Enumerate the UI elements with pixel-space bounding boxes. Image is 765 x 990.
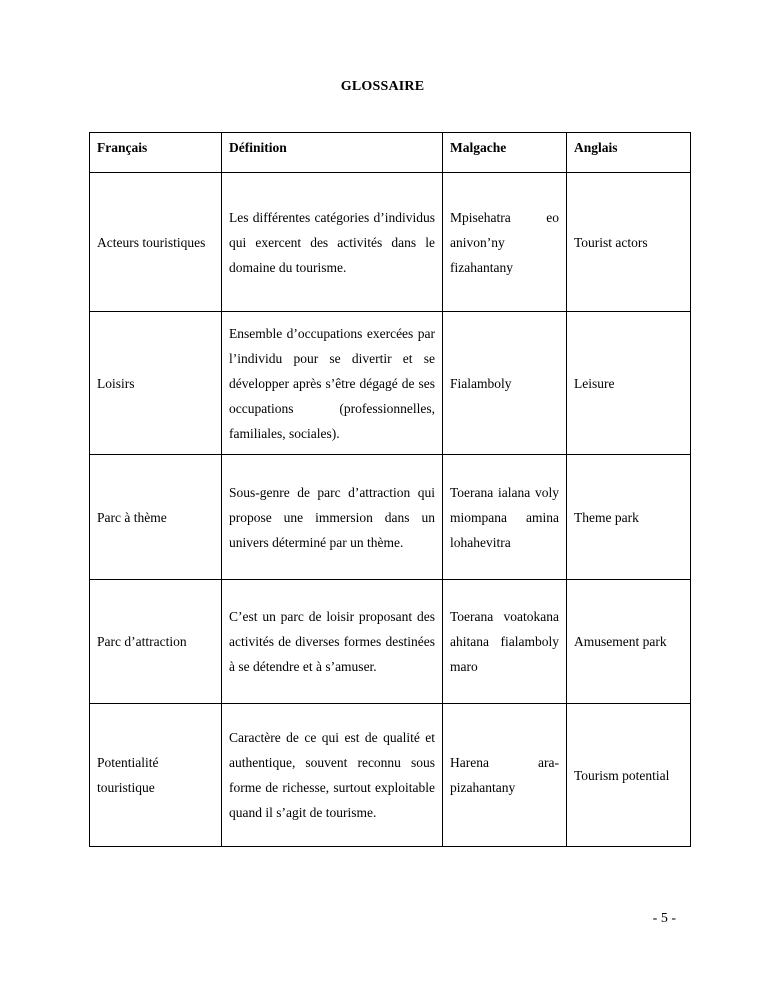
cell-english: Amusement park <box>567 580 691 704</box>
header-french: Français <box>90 133 222 173</box>
table-row <box>90 312 691 455</box>
cell-french: Potentialité touristique <box>90 704 222 847</box>
cell-definition: Les différentes catégories d’individus qui exercent des activités dans le domaine du tourisme. <box>222 173 443 312</box>
cell-malagasy: Fialamboly <box>443 312 567 455</box>
cell-malagasy: Mpisehatra eo anivon’ny fizahantany <box>443 173 567 312</box>
cell-definition: C’est un parc de loisir proposant des activités de diverses formes destinées à se détendre et à s’amuser. <box>222 580 443 704</box>
table-row <box>90 704 691 847</box>
cell-english: Tourism potential <box>567 704 691 847</box>
page-title: GLOSSAIRE <box>340 79 425 94</box>
table-row <box>90 580 691 704</box>
cell-french: Loisirs <box>90 312 222 455</box>
glossary-table <box>89 132 691 847</box>
cell-malagasy: Toerana ialana voly miompana amina lohahevitra <box>443 455 567 580</box>
cell-definition: Sous-genre de parc d’attraction qui propose une immersion dans un univers déterminé par un thème. <box>222 455 443 580</box>
cell-malagasy: Harena ara-pizahantany <box>443 704 567 847</box>
header-definition: Définition <box>222 133 443 173</box>
table-row <box>90 455 691 580</box>
header-english: Anglais <box>567 133 691 173</box>
cell-definition: Ensemble d’occupations exercées par l’individu pour se divertir et se développer après s’être dégagé de ses occupations (professionnelles, familiales, sociales). <box>222 312 443 455</box>
cell-malagasy: Toerana voatokana ahitana fialamboly maro <box>443 580 567 704</box>
table-header-row <box>90 133 691 173</box>
cell-english: Tourist actors <box>567 173 691 312</box>
header-malagasy: Malgache <box>443 133 567 173</box>
cell-definition: Caractère de ce qui est de qualité et authentique, souvent reconnu sous forme de richesse, surtout exploitable quand il s’agit de tourisme. <box>222 704 443 847</box>
cell-french: Acteurs touristiques <box>90 173 222 312</box>
cell-english: Leisure <box>567 312 691 455</box>
cell-english: Theme park <box>567 455 691 580</box>
cell-french: Parc d’attraction <box>90 580 222 704</box>
page-number: - 5 - <box>652 911 676 926</box>
table-row <box>90 173 691 312</box>
cell-french: Parc à thème <box>90 455 222 580</box>
